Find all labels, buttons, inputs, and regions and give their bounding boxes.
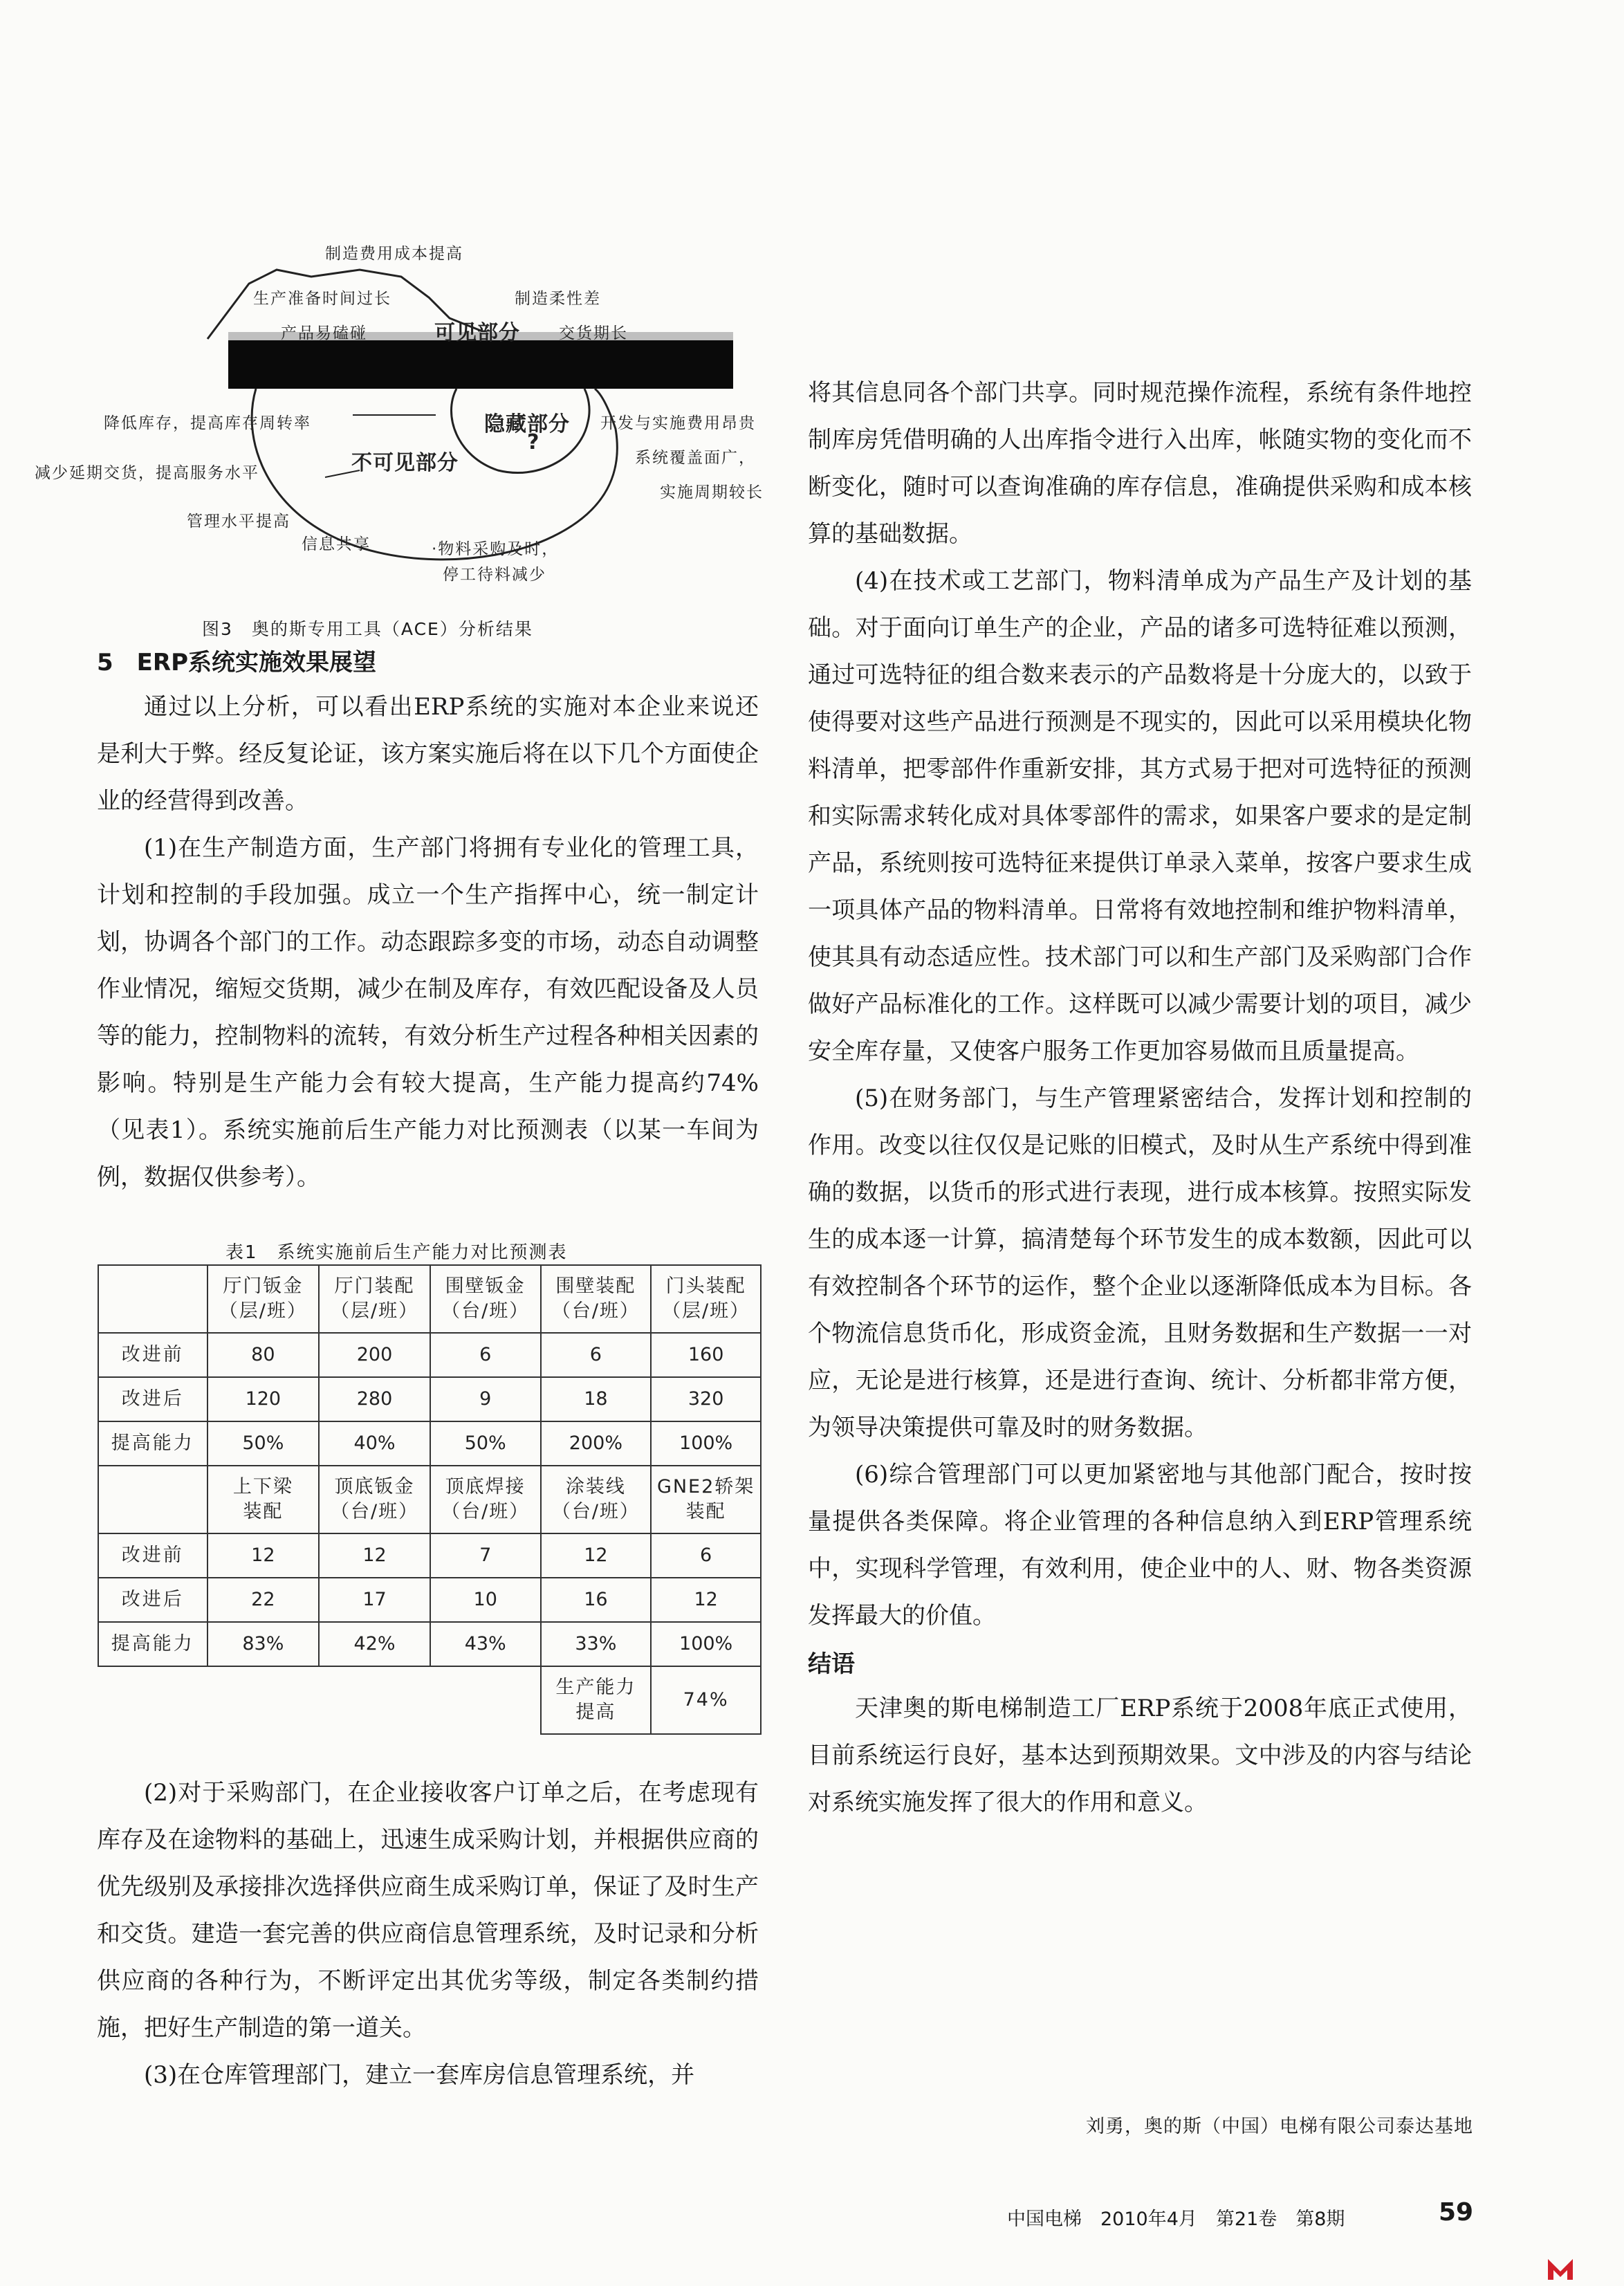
journal-footer: 中国电梯 2010年4月 第21卷 第8期 [1007,2209,1345,2230]
table-cell: 280 [319,1377,430,1421]
paragraph: (1)在生产制造方面，生产部门将拥有专业化的管理工具，计划和控制的手段加强。成立一个生产指挥中心，统一制定计划，协调各个部门的工作。动态跟踪多变的市场，动态自动调整作业情况，缩短交货期，减少在制及库存，有效匹配设备及人员等的能力，控制物料的流转，有效分析生产过程各种相关因素的影响。特别是生产能力会有较大提高，生产能力提高约74%（见表1）。系统实施前后生产能力对比预测表（以某一车间为例，数据仅供参考）。 [97,834,759,1191]
table-row-label: 提高能力 [98,1622,207,1666]
table-cell: 12 [319,1533,430,1578]
redaction-bar [228,340,733,389]
table-header-cell: GNE2轿架 装配 [651,1466,761,1533]
table-cell: 33% [541,1622,652,1666]
table-header-cell: 厅门钣金 （层/班） [207,1265,320,1333]
label-right2: 交货期长 [559,324,628,342]
table-cell: 12 [207,1533,320,1578]
author-line: 刘勇，奥的斯（中国）电梯有限公司泰达基地 [1086,2116,1473,2137]
table-row-label: 提高能力 [98,1421,207,1466]
table-cell: 43% [430,1622,541,1666]
table-row [98,1533,761,1578]
table-row-label: 改进前 [98,1333,207,1377]
table-row [98,1421,761,1466]
table-cell: 16 [541,1578,652,1622]
label-left4: 减少延期交货，提高服务水平 [35,464,259,482]
label-right1: 制造柔性差 [515,290,601,308]
table-cell: 7 [430,1533,541,1578]
paragraph: 将其信息同各个部门共享。同时规范操作流程，系统有条件地控制库房凭借明确的人出库指令进行入出库，帐随实物的变化而不断变化，随时可以查询准确的库存信息，准确提供采购和成本核算的基础数据。 [808,379,1472,548]
table-header-row [98,1466,761,1533]
table-cell: 17 [319,1578,430,1622]
table-row [98,1377,761,1421]
table-row-label: 改进前 [98,1533,207,1578]
label-left1: 生产准备时间过长 [253,290,391,308]
paragraph: (6)综合管理部门可以更加紧密地与其他部门配合，按时按量提供各类保障。将企业管理的各种信息纳入到ERP管理系统中，实现科学管理，有效利用，使企业中的人、财、物各类资源发挥最大的价值。 [808,1461,1472,1630]
iceberg-figure [0,208,788,643]
paragraph: (3)在仓库管理部门，建立一套库房信息管理系统，并 [144,2061,695,2089]
table-summary-value: 74% [651,1666,761,1734]
left-column-bottom [97,1769,759,2099]
table-empty-cell [207,1666,320,1734]
table-title: 表1 系统实施前后生产能力对比预测表 [225,1242,568,1263]
figure-caption: 图3 奥的斯专用工具（ACE）分析结果 [202,619,533,639]
table-row-label: 改进后 [98,1578,207,1622]
table-cell: 50% [207,1421,320,1466]
table-cell: 100% [651,1622,761,1666]
paragraph: (2)对于采购部门，在企业接收客户订单之后，在考虑现有库存及在途物料的基础上，迅速生成采购计划，并根据供应商的优先级别及承接排次选择供应商生成采购订单，保证了及时生产和交货。建造一套完善的供应商信息管理系统，及时记录和分析供应商的各种行为，不断评定出其优劣等级，制定各类制约措施，把好生产制造的第一道关。 [97,1779,759,2042]
table-cell: 10 [430,1578,541,1622]
table-cell: 42% [319,1622,430,1666]
table-row-label: 改进后 [98,1377,207,1421]
table-cell: 40% [319,1421,430,1466]
table-header-cell [98,1466,207,1533]
table-row [98,1333,761,1377]
section-heading: 5 ERP系统实施效果展望 [97,649,376,676]
label-bottom3: 停工待料减少 [443,566,546,584]
label-left3: 降低库存，提高库存周转率 [104,414,311,432]
table-cell: 160 [651,1333,761,1377]
table-summary-label: 生产能力 提高 [541,1666,652,1734]
label-top: 制造费用成本提高 [325,245,463,263]
table-cell: 6 [541,1333,652,1377]
table-summary-row [98,1666,761,1734]
table-cell: 80 [207,1333,320,1377]
table-cell: 18 [541,1377,652,1421]
label-right3: 开发与实施费用昂贵 [600,414,756,432]
label-hidden-part: 隐藏部分 [484,412,570,436]
label-invisible-part: 不可见部分 [351,451,459,475]
table-cell: 120 [207,1377,320,1421]
table-header-cell: 围壁钣金 （台/班） [430,1265,541,1333]
table-cell: 200 [319,1333,430,1377]
table-cell: 200% [541,1421,652,1466]
paragraph: (4)在技术或工艺部门，物料清单成为产品生产及计划的基础。对于面向订单生产的企业，产品的诸多可选特征难以预测，通过可选特征的组合数来表示的产品数将是十分庞大的，以致于使得要对这些产品进行预测是不现实的，因此可以采用模块化物料清单，把零部件作重新安排，其方式易于把对可选特征的预测和实际需求转化成对具体零部件的需求，如果客户要求的是定制产品，系统则按可选特征来提供订单录入菜单，按客户要求生成一项具体产品的物料清单。日常将有效地控制和维护物料清单，使其具有动态适应性。技术部门可以和生产部门及采购部门合作做好产品标准化的工作。这样既可以减少需要计划的项目，减少安全库存量，又使客户服务工作更加容易做而且质量提高。 [808,567,1472,1065]
table-cell: 50% [430,1421,541,1466]
table-header-row [98,1265,761,1333]
table-empty-cell [98,1666,207,1734]
table-header-cell: 围壁装配 （台/班） [541,1265,652,1333]
table-cell: 6 [430,1333,541,1377]
left-column-top [97,683,759,1201]
right-column [808,369,1472,1826]
table-cell: 320 [651,1377,761,1421]
label-bottom2: ·物料采购及时， [432,540,560,558]
table-header-cell: 厅门装配 （层/班） [319,1265,430,1333]
label-left5: 管理水平提高 [187,513,290,531]
capacity-table [98,1264,762,1735]
table-cell: 12 [541,1533,652,1578]
page-number: 59 [1439,2198,1474,2227]
paragraph: 天津奥的斯电梯制造工厂ERP系统于2008年底正式使用，目前系统运行良好，基本达到预期效果。文中涉及的内容与结论对系统实施发挥了很大的作用和意义。 [808,1695,1472,1816]
table-cell: 83% [207,1622,320,1666]
table-cell: 100% [651,1421,761,1466]
table-header-cell: 顶底焊接 （台/班） [430,1466,541,1533]
table-header-cell [98,1265,207,1333]
label-visible-part: 可见部分 [434,321,520,345]
paragraph: 通过以上分析，可以看出ERP系统的实施对本企业来说还是利大于弊。经反复论证，该方案实施后将在以下几个方面使企业的经营得到改善。 [97,693,759,815]
table-cell: 22 [207,1578,320,1622]
label-right5: 实施周期较长 [660,483,764,501]
paragraph: (5)在财务部门，与生产管理紧密结合，发挥计划和控制的作用。改变以往仅仅是记账的旧模式，及时从生产系统中得到准确的数据，以货币的形式进行表现，进行成本核算。按照实际发生的成本逐一计算，搞清楚每个环节发生的成本数额，因此可以有效控制各个环节的运作，整个企业以逐渐降低成本为目标。各个物流信息货币化，形成资金流，且财务数据和生产数据一一对应，无论是进行核算，还是进行查询、统计、分析都非常方便，为领导决策提供可靠及时的财务数据。 [808,1085,1472,1441]
table-header-cell: 顶底钣金 （台/班） [319,1466,430,1533]
conclusion-heading: 结语 [808,1650,855,1678]
table-header-cell: 门头装配 （层/班） [651,1265,761,1333]
table-row [98,1622,761,1666]
label-right4: 系统覆盖面广， [635,449,756,467]
table-cell: 12 [651,1578,761,1622]
table-header-cell: 上下梁 装配 [207,1466,320,1533]
table-header-cell: 涂装线 （台/班） [541,1466,652,1533]
table-empty-cell [430,1666,541,1734]
table-row [98,1578,761,1622]
label-left2: 产品易磕碰 [281,324,367,342]
table-cell: 6 [651,1533,761,1578]
table-cell: 9 [430,1377,541,1421]
publisher-logo-icon [1547,2256,1574,2281]
label-bottom1: 信息共享 [302,535,371,553]
label-question: ? [527,430,540,454]
table-empty-cell [319,1666,430,1734]
